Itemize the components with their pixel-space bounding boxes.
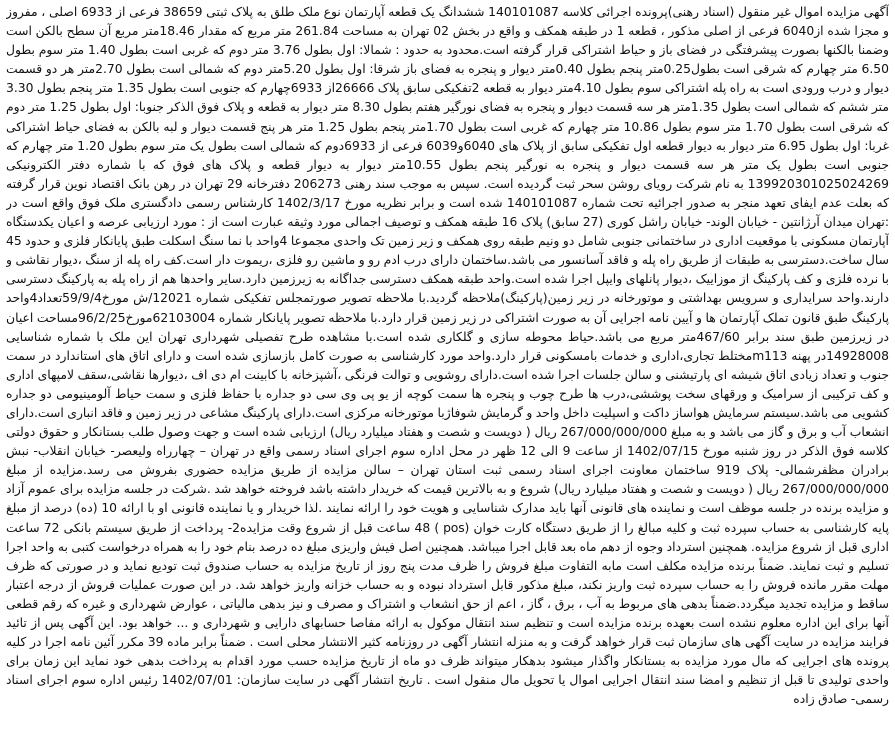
notice-body-text: آگهی مزایده اموال غیر منقول (اسناد رهنی)پرونده اجرائی کلاسه 140101087 ششدانگ یک قطعه آپارتمان نوع ملک طلق به پلاک ثبتی 38659 فرعی از 6933 اصلی ، مفروز و مجزا شده از6040 فرعی از اصلی مذکور ، قطعه 1 در طبقه همکف و واقع در بخش 02 تهران به مساحت 261.84 متر مربع که مقدار 18.46متر مربع آن سطح بالکن است وضمنا بالکنها بصورت پیشرفتگی در فضای باز و حیاط اشتراکی قرار گرفته است.محدود به حدود : شمالا: اول بطول 3.76 متر دوم که غربی است بطول 1.40 متر سوم بطول 6.50 متر چهارم که شرقی است بطول0.25متر پنجم بطول 0.40متر دیوار و پنجره به فضای باز شرقا: اول بطول 5.20متر دوم که شمالی است بطول 2.70متر هر دو قسمت دیوار و درب ورودی است به راه پله اشتراکی سوم بطول 4.10متر دیوار به قطعه 2تفکیکی سابق پلاک 26666از 6933چهارم که جنوبی است بطول 1.35 متر پنجم بطول 3.30 متر ششم که شمالی است بطول 1.35متر هر سه قسمت دیوار و پنجره به فضای نورگیر هفتم بطول 8.30 متر دیوار به قطعه و پلاک فوق الذکر جنوبا: اول بطول 1.25 متر دوم که شرقی است بطول 1.70 متر سوم بطول 10.86 متر چهارم که غربی است بطول 1.70متر پنجم بطول 1.25 متر هر پنج قسمت دیوار و لبه بالکن به فضای حیاط اشتراکی غربا: اول بطول 6.95 متر دیوار به دیوار قطعه اول تفکیکی سابق از پلاک های 6040و6039 فرعی از 6933دوم که شمالی است بطول یک متر سوم بطول 1.20 متر چهارم که جنوبی است بطول یک متر هر سه قسمت دیوار و پنجره به نورگیر پنجم بطول 10.55متر دیوار به دیوار قطعه و پلاک های فوق که با شماره دفتر الکترونیکی 139920301025024269 به نام شرکت رویای روشن سحر ثبت گردیده است. سپس به موجب سند رهنی 206273 دفترخانه 29 تهران در رهن بانک اقتصاد نوین قرار گرفته که بعلت عدم ایفای تعهد منجر به صدور اجرائیه تحت شماره 140101087 شده است و برابر نظریه مورخ 1402/3/17 کارشناس رسمی دادگستری ملک فوق واقع است در :تهران میدان آرژانتین - خیابان الوند- خیابان راشل کوری (27 سابق) پلاک 16 طبقه همکف و توصیف اجمالی مورد وثیقه عبارت است از : مورد ارزیابی عرصه و اعیان یکدستگاه آپارتمان مسکونی با موقعیت اداری در ساختمانی جنوبی شامل دو ونیم طبقه روی همکف و زیر زمین تک واحدی مجموعا 4واحد با نما سنگ اسکلت طبق پایانکار فلزی و حدود 45 سال ساخت.دسترسی به طبقات از طریق راه پله و فاقد آسانسور می باشد.ساختمان دارای درب ادم رو و ماشین رو فلزی ،ریموت دار است.کف راه پله از سنگ ،دیوار نقاشی و با نرده فلزی و کف پارکینگ از موزاییک ،دیوار پانلهای وایپل اجرا شده است.واحد طبقه همکف دسترسی جداگانه به زیرزمین دارد.سایر واحدها هم از راه پله به پارکینگ دسترسی دارند.واحد سرایداری و سرویس بهداشتی و موتورخانه در زیر زمین(پارکینگ)ملاحظه گردید.با ملاحظه تصویر صورتمجلس تفکیکی شماره 12021/ش مورخ59/9/4تعداد4واحد پارکینگ طبق قانون تملک آپارتمان ها و آیین نامه اجرایی آن به صورت اشتراکی در زیر زمین قرار دارد.با ملاحظه تصویر پایانکار شماره 62103004مورخ96/2/25مساحت اعیان در زیرزمین طبق سند برابر 467/60متر مربع می باشد.حیاط محوطه سازی و گلکاری شده است.با مشاهده طرح تفصیلی شهرداری تهران این ملک با شماره شناسایی 14928008در پهنه m113مختلط تجاری،اداری و خدمات بامسکونی قرار دارد.واحد مورد کارشناسی به صورت کامل بازسازی شده است و دارای اتاق های استاندارد در سمت جنوب و تعداد زیادی اتاق شیشه ای پارتیشنی و سالن جلسات اجرا شده است.دارای روشویی و توالت فرنگی ،آشپزخانه با کابینت ام دی اف ،دیوارها نقاشی،سقف لامپهای اداری و کف ترکیبی از سرامیک و ورقهای سخت پوششی،درب ها طرح چوب و پنجره ها سمت کوچه از یو پی وی سی دو جداره با حفاظ فلزی و سمت حیاط آلومینیومی دو جداره کشویی می باشد.سیستم سرمایش هواساز داکت و اسپلیت داخل واحد و گرمایش شوفاژبا موتورخانه مرکزی است.دارای پارکینگ مشاعی در زیر زمین و فاقد انباری است.دارای انشعاب آب و برق و گاز می باشد و به مبلغ 267/000/000/000 ریال ( دویست و شصت و هفتاد میلیارد ریال) ارزیابی شده است و جهت وصول طلب بستانکار و حقوق دولتی کلاسه فوق الذکر در روز شنبه مورخ 1402/07/15 از ساعت 9 الی 12 ظهر در محل اداره سوم اجرای اسناد رسمی واقع در تهران – چهارراه ولیعصر- خیابان انقلاب- نبش برادران مظفرشمالی- پلاک 919 ساختمان معاونت اجرای اسناد رسمی ثبت استان تهران – سالن مزایده از طریق مزایده حضوری بفروش می رسد.مزایده از مبلغ 267/000/000/000 ریال ( دویست و شصت و هفتاد میلیارد ریال) شروع و به بالاترین قیمت که خریدار داشته باشد فروخته خواهد شد .شرکت در جلسه مزایده برای عموم آزاد و مزایده برنده در جلسه موظف است و نماینده های قانونی آنها باید مدارک شناسایی و هویت خود را ارائه نمایند .لذا خریدار و یا نماینده قانونی او با ارائه 10 (ده) درصد از مبلغ پایه کارشناسی به حساب سپرده ثبت و کلیه مبالغ را از طریق دستگاه کارت خوان (pos ) 48 ساعت قبل از شروع وقت مزایده2- پرداخت از طریق سیستم بانکی 72 ساعت اداری قبل از شروع مزایده. همچنین استرداد وجوه از دهم ماه بعد قابل اجرا میباشد. همچنین اصل فیش واریزی مبلغ ده درصد بنام خود را به همراه درخواست کتبی به واحد اجرا تسلیم و ثبت نمایند. ضمناً برنده مزایده مکلف است مابه التفاوت مبلغ فروش را ظرف مدت پنج روز از تاریخ مزایده به حساب صندوق ثبت تودیع نماید و در صورتی که ظرف مهلت مقرر مانده فروش را به حساب سپرده ثبت واریز نکند، مبلغ مذکور قابل استرداد نبوده و به حساب خزانه واریز خواهد شد. در این صورت عملیات فروش از درجه اعتبار ساقط و مزایده تجدید میگردد.ضمناً بدهی های مربوط به آب ، برق ، گاز ، اعم از حق انشعاب و اشتراک و مصرف و نیز بدهی مالیاتی ، عوارض شهرداری و غیره که رقم قطعی آنها برای این اداره معلوم نشده است بعهده برنده مزایده است و تنظیم سند انتقال موکول به ارائه مفاصا حسابهای دارایی و شهرداری و ... خواهد بود. این آگهی پس از تائید فرایند مزایده در سایت آگهی های سازمان ثبت قرار خواهد گرفت و به منزله انتشار آگهی در روزنامه کثیر الانتشار محلی است . ضمناً برابر ماده 39 مکرر آئین نامه اجرا در کلیه پرونده های اجرایی که مال مورد مزایده به بستانکار واگذار میشود بدهکار میتواند ظرف دو ماه از تاریخ مزایده حسب مورد اقدام به پرداخت بدهی خود نماید این زمان برای واحدی تولیدی تا قبل از تنظیم و امضا سند انتقال اجرایی اموال یا تحویل مال منقول است . تاریخ انتشار آگهی در سایت سازمان: 1402/07/01 رئیس اداره سوم اجرای اسناد رسمی- صادق زاده bbox=[6, 5, 889, 707]
auction-notice bbox=[6, 3, 889, 728]
